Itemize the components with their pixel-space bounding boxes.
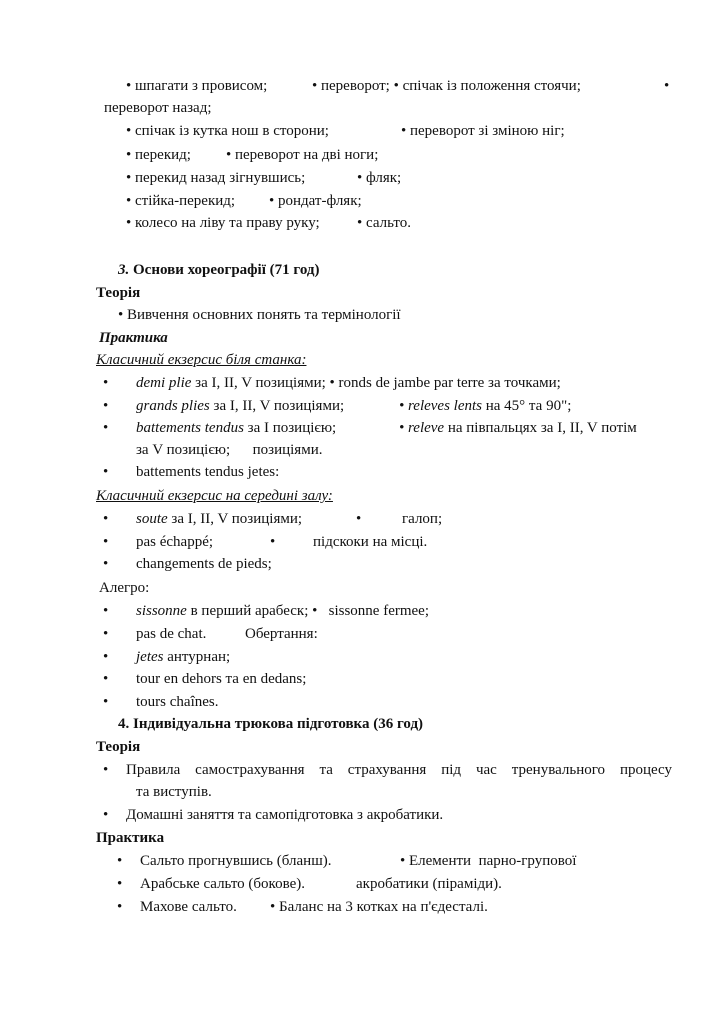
section4-practice-arab-salto: Арабське сальто (бокове). (140, 876, 305, 892)
section3-theory-item: • Вивчення основних понять та термінології (118, 307, 401, 323)
section4-practice-bullet: • (117, 876, 123, 892)
allegro-bullet: • (103, 649, 109, 665)
section4-practice-bullet: • (117, 899, 123, 915)
center-bullet: • (103, 556, 109, 572)
section4-theory-item-homework: Домашні заняття та самопідготовка з акробатики. (126, 807, 444, 823)
barre-item-grands-plies: grands plies за I, II, V позиціями; (136, 398, 345, 414)
section4-practice-pair-elements: • Елементи парно-групової (400, 853, 577, 869)
section4-heading: 4. Індивідуальна трюкова підготовка (36 год) (118, 716, 424, 732)
acro-item-handstand: • стійка-перекид; (126, 193, 236, 209)
section4-theory-item-safety: Правила самострахування та страхування під час тренувального процесу (126, 762, 672, 778)
allegro-item-jetes: jetes антурнан; (136, 649, 231, 665)
barre-item-battements-tendus-jetes: battements tendus jetes: (136, 464, 280, 480)
acro-item-two-legs: • переворот на дві ноги; (226, 147, 379, 163)
barre-bullet: • (103, 398, 109, 414)
allegro-bullet: • (103, 603, 109, 619)
barre-item-battements-tendus: battements tendus за I позицією; (136, 420, 337, 436)
section3-number: 3. (118, 262, 130, 278)
acro-bullet: • (664, 78, 670, 94)
barre-item-demi-plie: demi plie за I, II, V позиціями; • ronds de jambe par terre за точками; (136, 375, 561, 391)
acro-item-cartwheel: • колесо на ліву та праву руку; (126, 215, 320, 231)
allegro-item-tour: tour en dehors та en dedans; (136, 671, 307, 687)
acro-item-back-roll: • перекид назад зігнувшись; (126, 170, 306, 186)
center-heading: Класичний екзерсис на середині залу: (96, 488, 333, 504)
section4-theory-label: Теорія (96, 739, 141, 755)
acro-item-salto: • сальто. (357, 215, 411, 231)
section4-theory-item-safety-cont: та виступів. (136, 784, 212, 800)
center-bullet: • (270, 534, 276, 550)
section4-practice-swing-salto: Махове сальто. (140, 899, 237, 915)
center-item-jumps: підскоки на місці. (313, 534, 428, 550)
center-bullet: • (103, 534, 109, 550)
section4-practice-label: Практика (96, 830, 165, 846)
barre-item-releve: • releve на півпальцях за I, II, V потім (399, 420, 637, 436)
section4-theory-bullet: • (103, 762, 109, 778)
section3-practice-label: Практика (99, 330, 168, 346)
center-item-changements: changements de pieds; (136, 556, 272, 572)
acro-item-back-flip: переворот назад; (104, 100, 212, 116)
acro-item-roll: • перекид; (126, 147, 191, 163)
acro-item-roundoff: • рондат-фляк; (269, 193, 362, 209)
allegro-label: Алегро: (99, 580, 150, 596)
allegro-bullet: • (103, 626, 109, 642)
barre-item-continuation: за V позицією; позиціями. (136, 442, 323, 458)
acro-item-flic: • фляк; (357, 170, 402, 186)
section4-practice-balance: • Баланс на 3 котках на п'єдесталі. (270, 899, 488, 915)
center-item-galop: галоп; (402, 511, 443, 527)
barre-bullet: • (103, 464, 109, 480)
section4-practice-salto-blanche: Сальто прогнувшись (бланш). (140, 853, 332, 869)
center-bullet: • (356, 511, 362, 527)
barre-bullet: • (103, 420, 109, 436)
barre-bullet: • (103, 375, 109, 391)
section4-practice-pyramids: акробатики (піраміди). (356, 876, 502, 892)
center-bullet: • (103, 511, 109, 527)
allegro-item-rotations: Обертання: (245, 626, 318, 642)
acro-item-leg-change: • переворот зі зміною ніг; (401, 123, 565, 139)
allegro-item-tours-chaines: tours chaînes. (136, 694, 219, 710)
allegro-bullet: • (103, 694, 109, 710)
allegro-item-pas-de-chat: pas de chat. (136, 626, 207, 642)
section3-theory-label: Теорія (96, 285, 141, 301)
allegro-item-sissonne: sissonne в перший арабеск; • sissonne fermee; (136, 603, 429, 619)
acro-item-splits: • шпагати з провисом; (126, 78, 268, 94)
section3-title: Основи хореографії (71 год) (133, 262, 320, 278)
section3-heading (118, 260, 319, 280)
center-item-pas-echappe: pas échappé; (136, 534, 214, 550)
section4-theory-bullet: • (103, 807, 109, 823)
center-item-soute: soute за I, II, V позиціями; (136, 511, 303, 527)
barre-heading: Класичний екзерсис біля станка: (96, 352, 307, 368)
acro-item-corner: • спічак із кутка нош в сторони; (126, 123, 329, 139)
allegro-bullet: • (103, 671, 109, 687)
section4-practice-bullet: • (117, 853, 123, 869)
acro-item-flip-and-bridge: • переворот; • спічак із положення стоячи; (312, 78, 581, 94)
barre-item-releves-lents: • releves lents на 45° та 90"; (399, 398, 572, 414)
